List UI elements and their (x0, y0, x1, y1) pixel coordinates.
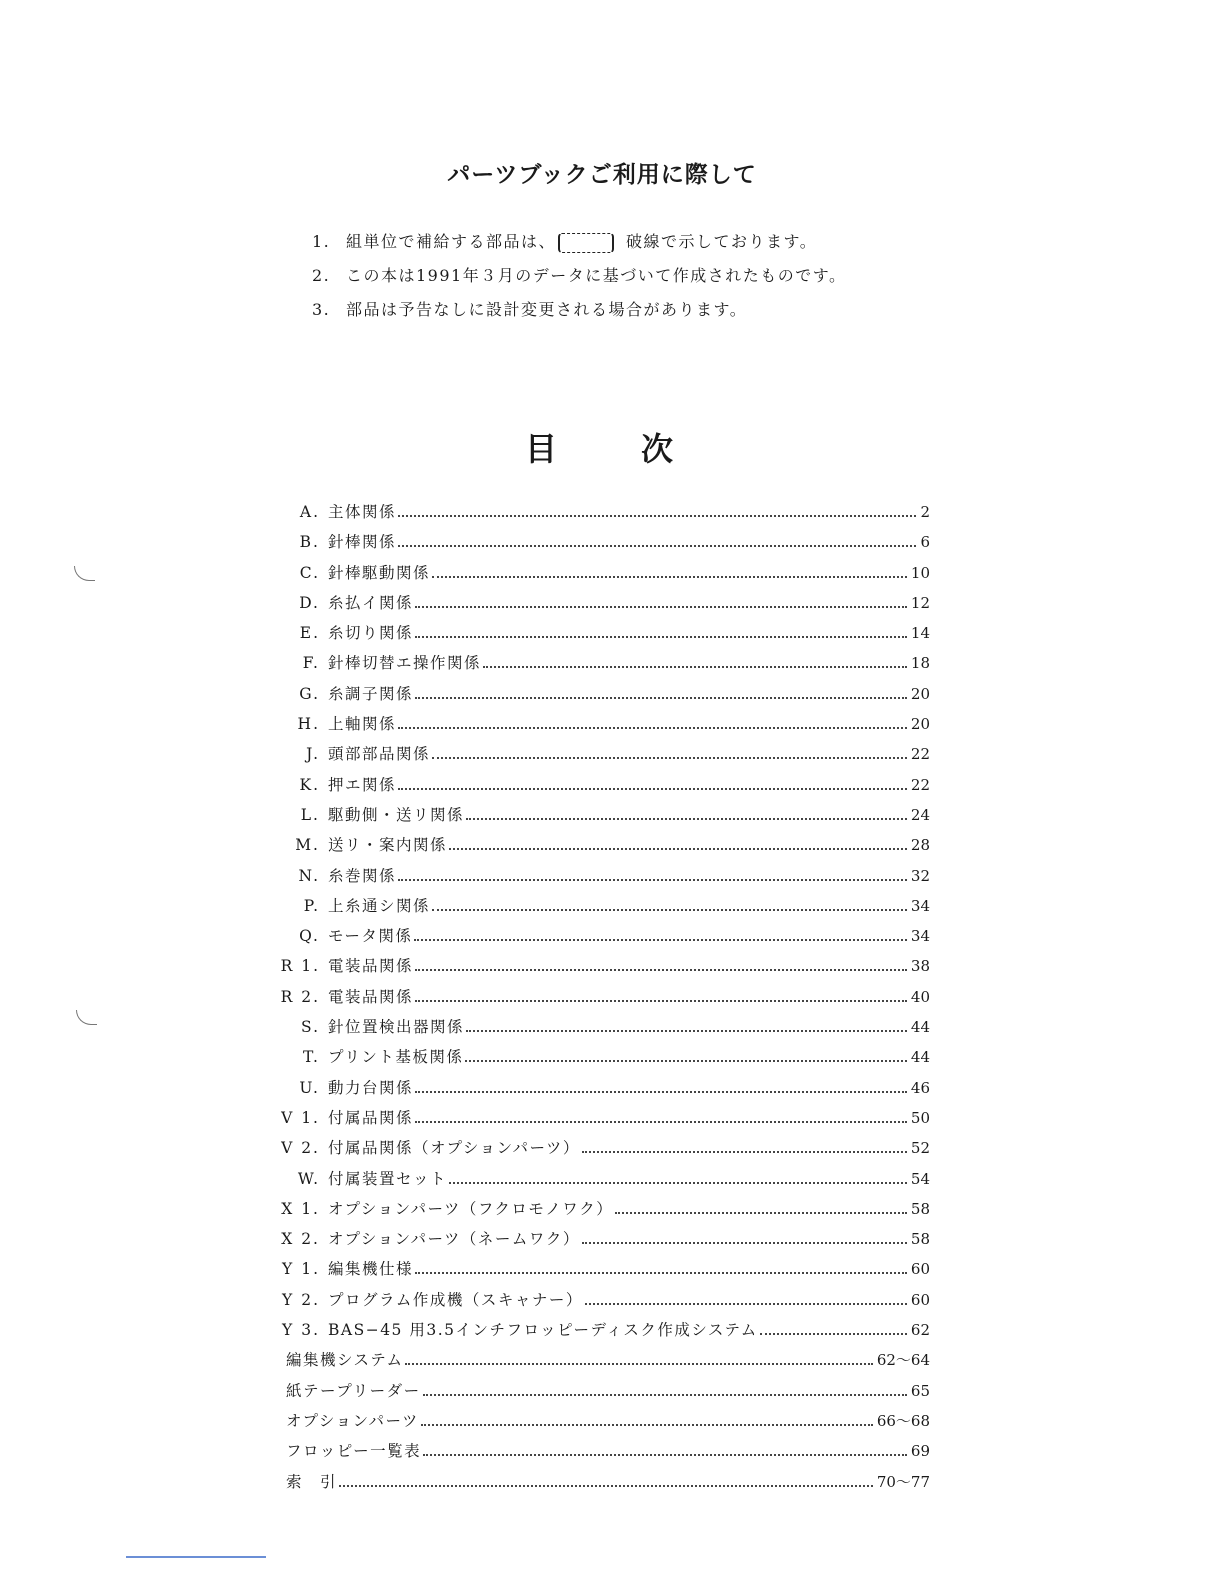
note-number: 3. (312, 300, 331, 319)
toc-name: フロッピー一覧表 (286, 1442, 422, 1461)
toc-name: 付属装置セット (328, 1169, 448, 1188)
toc-leader-dots (423, 1394, 907, 1396)
toc-leader-dots (415, 697, 907, 699)
toc-name: 頭部部品関係 (328, 745, 431, 764)
toc-page: 66～68 (876, 1411, 930, 1430)
toc-entry (262, 773, 930, 803)
toc-entry (262, 1045, 930, 1075)
usage-notes (312, 228, 846, 330)
toc-name: 針位置検出器関係 (328, 1018, 465, 1037)
toc-name: 糸切り関係 (328, 624, 414, 643)
toc-code: R 2. (280, 987, 320, 1006)
toc-page: 60 (910, 1260, 930, 1279)
toc-name: オプションパーツ（フクロモノワク） (328, 1199, 614, 1218)
toc-entry (262, 894, 930, 924)
toc-leader-dots (398, 879, 907, 881)
toc-leader-dots (415, 1121, 907, 1123)
toc-name: 編集機仕様 (328, 1260, 414, 1279)
toc-page: 70～77 (876, 1472, 930, 1491)
toc-name: 押エ関係 (328, 775, 397, 794)
toc-leader-dots (414, 939, 907, 941)
toc-name: 送リ・案内関係 (328, 836, 448, 855)
toc-leader-dots (415, 1091, 907, 1093)
toc-page: 28 (910, 836, 930, 855)
toc-entry (262, 1439, 930, 1469)
toc-name: オプションパーツ (286, 1411, 419, 1430)
toc-name: 電装品関係 (328, 957, 414, 976)
note-number: 1. (312, 232, 331, 251)
note-text: 部品は予告なしに設計変更される場合があります。 (346, 300, 748, 319)
toc-page: 44 (910, 1048, 930, 1067)
toc-code: S. (301, 1018, 320, 1037)
toc-entry (262, 1288, 930, 1318)
toc-leader-dots (432, 757, 907, 759)
toc-name: 針棒駆動関係 (328, 563, 431, 582)
toc-page: 20 (910, 684, 930, 703)
toc-code: V 2. (281, 1139, 320, 1158)
toc-entry (262, 651, 930, 681)
note-item (312, 296, 846, 330)
toc-code: B. (299, 533, 320, 552)
toc-leader-dots (449, 848, 907, 850)
toc-title: 目次 (525, 430, 758, 468)
toc-leader-dots (423, 1454, 907, 1456)
toc-code: Y 3. (282, 1321, 320, 1340)
toc-entry (262, 1379, 930, 1409)
toc-code: E. (299, 624, 320, 643)
toc-code: C. (299, 563, 320, 582)
toc-page: 14 (910, 624, 930, 643)
toc-page: 46 (910, 1078, 930, 1097)
toc-leader-dots (615, 1212, 907, 1214)
toc-entry (262, 833, 930, 863)
toc-entry (262, 561, 930, 591)
toc-name: 駆動側・送リ関係 (328, 805, 465, 824)
scan-mark (76, 1010, 97, 1025)
toc-page: 40 (910, 987, 930, 1006)
toc-entry (262, 712, 930, 742)
toc-leader-dots (465, 1060, 907, 1062)
toc-entry (262, 985, 930, 1015)
toc-entry (262, 1015, 930, 1045)
toc-entry (262, 1076, 930, 1106)
toc-entry (262, 1257, 930, 1287)
toc-name: 付属品関係（オプションパーツ） (328, 1139, 580, 1158)
toc-page: 24 (910, 805, 930, 824)
toc-entry (262, 591, 930, 621)
toc-page: 18 (910, 654, 930, 673)
toc-name: 主体関係 (328, 503, 397, 521)
toc-leader-dots (466, 1030, 907, 1032)
toc-code: M. (295, 836, 320, 855)
toc-page: 20 (910, 715, 930, 734)
note-text: 組単位で補給する部品は、 (346, 232, 557, 251)
toc-page: 10 (910, 563, 930, 582)
toc-name: モータ関係 (328, 927, 413, 946)
toc-page: 2 (920, 503, 930, 521)
toc-leader-dots (415, 636, 907, 638)
toc-entry (262, 1470, 930, 1500)
toc-page: 62 (910, 1321, 930, 1340)
page-title: パーツブックご利用に際して (447, 162, 757, 188)
toc-leader-dots (415, 1272, 907, 1274)
toc-leader-dots (582, 1242, 907, 1244)
toc-name: 上糸通シ関係 (328, 896, 431, 915)
toc-leader-dots (405, 1363, 872, 1365)
toc-code: N. (298, 866, 320, 885)
note-item (312, 228, 846, 262)
toc-code: Q. (299, 927, 320, 946)
toc-page: 34 (910, 896, 930, 915)
toc-code: J. (306, 745, 320, 764)
toc-code: K. (299, 775, 320, 794)
toc-entry (262, 864, 930, 894)
toc-name: 電装品関係 (328, 987, 414, 1006)
toc-name: 上軸関係 (328, 715, 397, 734)
toc-entry (262, 1106, 930, 1136)
dashed-box-symbol (558, 233, 614, 253)
toc-entry (262, 1167, 930, 1197)
toc-leader-dots (415, 969, 907, 971)
toc-code: T. (303, 1048, 320, 1067)
toc-code: Y 2. (282, 1290, 320, 1309)
toc-entry (262, 1318, 930, 1348)
toc-page: 52 (910, 1139, 930, 1158)
table-of-contents (262, 500, 930, 1500)
toc-code: V 1. (281, 1108, 320, 1127)
toc-code: X 1. (281, 1199, 320, 1218)
toc-page: 50 (910, 1108, 930, 1127)
toc-code: X 2. (281, 1230, 320, 1249)
toc-entry (262, 1197, 930, 1227)
toc-page: 65 (910, 1381, 930, 1400)
toc-name: 編集機システム (286, 1351, 404, 1370)
note-text: この本は1991年３月のデータに基づいて作成されたものです。 (346, 266, 847, 285)
toc-code: P. (303, 896, 320, 915)
note-text: 破線で示しております。 (626, 232, 818, 251)
toc-leader-dots (421, 1424, 873, 1426)
toc-name: BAS−45 用3.5インチフロッピーディスク作成システム (328, 1321, 758, 1340)
toc-leader-dots (398, 788, 907, 790)
toc-name: 紙テープリーダー (286, 1381, 421, 1400)
toc-name: 糸払イ関係 (328, 593, 414, 612)
toc-entry (262, 1136, 930, 1166)
toc-page: 69 (910, 1442, 930, 1461)
toc-leader-dots (415, 1000, 907, 1002)
note-number: 2. (312, 266, 331, 285)
toc-code: Y 1. (282, 1260, 320, 1279)
toc-name: 糸巻関係 (328, 866, 397, 885)
toc-code: A. (299, 503, 320, 521)
toc-leader-dots (582, 1151, 907, 1153)
toc-leader-dots (432, 909, 907, 911)
toc-name: 糸調子関係 (328, 684, 414, 703)
toc-leader-dots (398, 515, 916, 517)
toc-leader-dots (466, 818, 907, 820)
toc-leader-dots (449, 1182, 907, 1184)
toc-leader-dots (398, 545, 916, 547)
toc-page: 12 (910, 593, 930, 612)
toc-page: 38 (910, 957, 930, 976)
toc-page: 22 (910, 745, 930, 764)
toc-code: F. (302, 654, 320, 673)
toc-leader-dots (760, 1333, 907, 1335)
toc-entry (262, 1348, 930, 1378)
toc-entry (262, 1409, 930, 1439)
toc-entry (262, 954, 930, 984)
scan-mark (74, 566, 95, 581)
toc-name: プログラム作成機（スキャナー） (328, 1290, 583, 1309)
toc-code: D. (299, 593, 320, 612)
toc-entry (262, 1227, 930, 1257)
toc-name: プリント基板関係 (328, 1048, 464, 1067)
toc-leader-dots (339, 1485, 873, 1487)
toc-page: 44 (910, 1018, 930, 1037)
toc-code: U. (299, 1078, 320, 1097)
toc-entry (262, 803, 930, 833)
toc-page: 22 (910, 775, 930, 794)
toc-name: 針棒切替エ操作関係 (328, 654, 482, 673)
toc-leader-dots (432, 576, 907, 578)
toc-page: 62～64 (876, 1351, 930, 1370)
toc-leader-dots (415, 606, 907, 608)
toc-code: L. (300, 805, 320, 824)
toc-name: 索 引 (286, 1472, 338, 1491)
toc-name: 動力台関係 (328, 1078, 414, 1097)
toc-leader-dots (398, 727, 907, 729)
note-item (312, 262, 846, 296)
toc-entry (262, 621, 930, 651)
toc-page: 32 (910, 866, 930, 885)
toc-name: 針棒関係 (328, 533, 397, 552)
toc-entry (262, 924, 930, 954)
scan-edge-line (126, 1556, 266, 1558)
toc-leader-dots (585, 1303, 907, 1305)
toc-page: 34 (910, 927, 930, 946)
toc-entry (262, 742, 930, 772)
toc-code: G. (299, 684, 320, 703)
toc-name: オプションパーツ（ネームワク） (328, 1230, 580, 1249)
toc-leader-dots (483, 666, 907, 668)
toc-name: 付属品関係 (328, 1108, 414, 1127)
toc-page: 6 (920, 533, 930, 552)
toc-entry (262, 500, 930, 530)
toc-page: 58 (910, 1230, 930, 1249)
toc-entry (262, 682, 930, 712)
toc-entry (262, 530, 930, 560)
toc-code: W. (297, 1169, 320, 1188)
toc-code: R 1. (280, 957, 320, 976)
toc-page: 58 (910, 1199, 930, 1218)
toc-page: 54 (910, 1169, 930, 1188)
toc-code: H. (297, 715, 320, 734)
toc-page: 60 (910, 1290, 930, 1309)
